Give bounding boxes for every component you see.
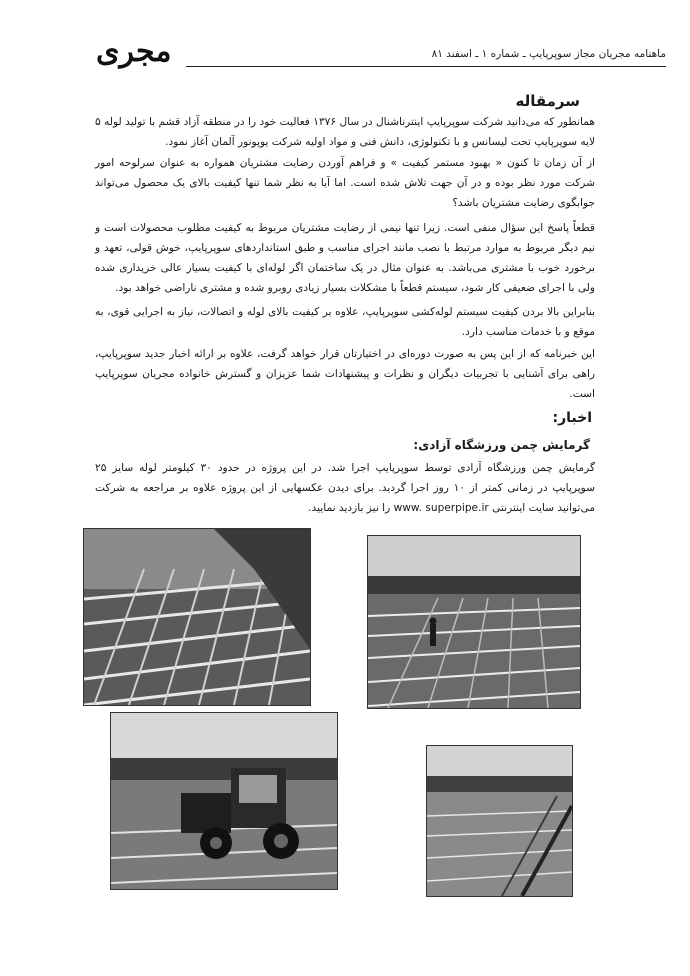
pitch-corner-photo (426, 745, 573, 897)
news-paragraph: گرمایش چمن ورزشگاه آزادی توسط سوپرپایپ اجرا شد. در این پروژه در حدود ۳۰ کیلومتر لوله سایز ۲۵ سوپرپایپ در زمانی کمتر از ۱۰ روز اجرا گردید. برای دیدن عکسهایی از این پروژه علاوه بر مراجعه به شرکت می‌توانید سایت اینترنتی www. superpipe.ir را نیز بازدید نمایید. (95, 462, 595, 514)
editorial-title: سرمقاله (515, 92, 580, 110)
news-subtitle: گرمایش چمن ورزشگاه آزادی: (413, 438, 590, 452)
editorial-paragraph: قطعاً پاسخ این سؤال منفی است. زیرا تنها نیمی از رضایت مشتریان مربوط به کیفیت مطلوب محصولات است و نیم دیگر مربوط به موارد مرتبط با نصب مانند اجرای مناسب و طبق استانداردهای سوپرپایپ، خوش قولی، تعهد و برخورد خوب با مشتری می‌باشد. به عنوان مثال در یک ساختمان اگر لوله‌ای با کیفیت بسیار عالی خریداری شده ولی با اجرای ضعیفی کار شود، سیستم قطعاً با مشکلات بسیار زیادی روبرو شده و مشتری ناراضی خواهد بود. (95, 222, 595, 294)
news-title: اخبار: (552, 410, 592, 426)
newsletter-logo: مجری (96, 34, 172, 69)
editorial-paragraph: از آن زمان تا کنون « بهبود مستمر کیفیت » و فراهم آوردن رضایت مشتریان همواره به عنوان سرلوحه امور شرکت مورد نظر بوده و در آن جهت تلاش شده است. اما آیا به نظر شما تنها کیفیت بالای یک محصول می‌تواند جوابگوی رضایت مشتریان باشد؟ (95, 157, 595, 209)
loader-photo (110, 712, 338, 890)
pipe-grid-photo (83, 528, 311, 706)
editorial-paragraph: بنابراین بالا بردن کیفیت سیستم لوله‌کشی سوپرپایپ، علاوه بر کیفیت بالای لوله و اتصالات، نیاز به اجرایی قوی، به موقع و با خدمات مناسب دارد. (95, 306, 595, 338)
issue-line: ماهنامه مجریان مجاز سوپرپایپ ـ شماره ۱ ـ اسفند ۸۱ (431, 48, 666, 60)
editorial-paragraph: همانطور که می‌دانید شرکت سوپرپایپ اینترناشنال در سال ۱۳۷۶ فعالیت خود را در منطقه آزاد قشم با تولید لوله ۵ لایه سوپرپایپ تحت لیسانس و با تکنولوژی، دانش فنی و مواد اولیه شرکت یوپونور آلمان آغاز نمود. (95, 116, 595, 148)
header-rule (186, 66, 666, 67)
page-header (96, 34, 666, 78)
editorial-paragraph: این خبرنامه که از این پس به صورت دوره‌ای در اختیارتان قرار خواهد گرفت، علاوه بر ارائه اخبار جدید سوپرپایپ، راهی برای آشنایی با تجربیات دیگران و نظرات و پیشنهادات شما عزیزان و گسترش خانواده مجریان سوپرپایپ است. (95, 348, 595, 400)
stadium-worker-photo (367, 535, 581, 709)
